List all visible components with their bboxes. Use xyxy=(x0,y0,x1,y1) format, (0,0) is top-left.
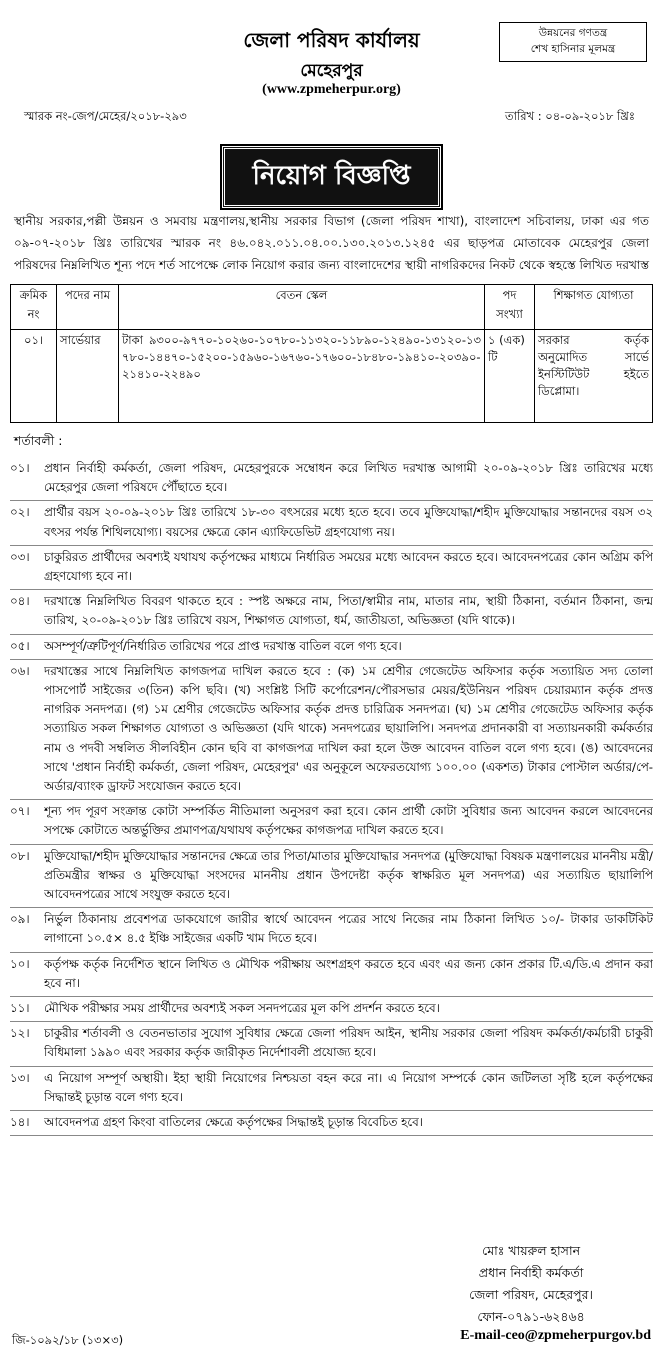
email-address[interactable]: E-mail-ceo@zpmeherpurgov.bd xyxy=(460,1328,651,1343)
item-text: অসম্পূর্ণ/ত্রুটিপূর্ণ/নির্ধারিত তারিখের পরে প্রাপ্ত দরখাস্ত বাতিল বলে গণ্য হবে। xyxy=(44,638,402,653)
item-text: আবেদনপত্র গ্রহণ কিংবা বাতিলের ক্ষেত্রে কর্তৃপক্ষের সিদ্ধান্তই চূড়ান্ত বিবেচিত হবে। xyxy=(44,1115,423,1130)
cell-scale: টাকা ৯৩০০-৯৭৭০-১০২৬০-১০৭৮০-১১৩২০-১১৮৯০-১২৪৯০-১৩১২০-১৩৭৮০-১৪৪৭০-১৫২০০-১৫৯৬০-১৬৭৬০-১৭৬০০-১৮৪৮০-১৯৪১০-২০৩৯০-২১৪১০-২২৪৯০ xyxy=(119,330,485,423)
website-link[interactable]: (www.zpmeherpur.org) xyxy=(262,82,401,97)
list-item xyxy=(10,908,653,952)
list-item xyxy=(10,997,653,1022)
signatory-office: জেলা পরিষদ, মেহেরপুর। xyxy=(469,1287,593,1302)
item-number: ০৫। xyxy=(10,638,30,653)
signatory-name: মোঃ খায়রুল হাসান xyxy=(482,1243,581,1258)
item-number: ০৪। xyxy=(10,594,30,609)
list-item xyxy=(10,1067,653,1111)
item-text: এ নিয়োগ সম্পূর্ণ অস্থায়ী। ইহা স্থায়ী নিয়োগের নিশ্চয়তা বহন করে না। এ নিয়োগ সম্পর্কে কোন জটিলতা সৃষ্টি হলে কর্তৃপক্ষের সিদ্ধান্তই চূড়ান্ত বলে গণ্য হবে। xyxy=(44,1070,653,1104)
item-text: শূন্য পদ পূরণ সংক্রান্ত কোটা সম্পর্কিত নীতিমালা অনুসরণ করা হবে। কোন প্রার্থী কোটা সুবিধার জন্য আবেদন করলে আবেদনের সপক্ষে কোটাতে অন্তর্ভুক্তির প্রমাণপত্র/যথাযথ কর্তৃপক্ষের কাগজপত্র দাখিল করতে হবে। xyxy=(44,804,653,838)
item-text: প্রধান নির্বাহী কর্মকর্তা, জেলা পরিষদ, মেহেরপুরকে সম্বোধন করে লিখিত দরখাস্ত আগামী ২০-০৯-২০১৮ খ্রিঃ তারিখের মধ্যে মেহেরপুর জেলা পরিষদে পৌঁছাতে হবে। xyxy=(44,461,653,495)
memo-date: তারিখ : ০৪-০৯-২০১৮ খ্রিঃ xyxy=(504,109,635,123)
header-qualification: শিক্ষাগত যোগ্যতা xyxy=(535,285,653,330)
item-text: কর্তৃপক্ষ কর্তৃক নির্দেশিত স্থানে লিখিত ও মৌখিক পরীক্ষায় অংশগ্রহণ করতে হবে এবং এর জন্য কোন প্রকার টি.এ/ডি.এ প্রদান করা হবে না। xyxy=(44,956,653,990)
letterhead xyxy=(10,0,653,98)
list-item xyxy=(10,501,653,545)
list-item xyxy=(10,546,653,590)
item-number: ০৭। xyxy=(10,804,30,819)
item-number: ১১। xyxy=(10,1001,30,1016)
vacancy-table xyxy=(10,284,653,423)
item-number: ১৩। xyxy=(10,1070,30,1085)
list-item xyxy=(10,1022,653,1066)
item-number: ০২। xyxy=(10,505,30,520)
item-number: ১৪। xyxy=(10,1115,30,1130)
header-serial: ক্রমিক নং xyxy=(11,285,57,330)
memo-reference: স্মারক নং-জেপ/মেহের/২০১৮-২৯৩ xyxy=(24,109,187,123)
item-text: মৌখিক পরীক্ষার সময় প্রার্থীদের অবশ্যই সকল সনদপত্রের মূল কপি প্রদর্শন করতে হবে। xyxy=(44,1001,440,1016)
conditions-heading: শর্তাবলী : xyxy=(14,433,63,448)
item-text: নির্ভুল ঠিকানায় প্রবেশপত্র ডাকযোগে জারীর স্বার্থে আবেদন পত্রের সাথে নিজের নাম ঠিকানা লিখিত ১০/- টাকার ডাকটিকিট লাগানো ১০.৫× ৪.৫ ইঞ্চি সাইজের একটি খাম দিতে হবে। xyxy=(44,912,653,946)
cell-serial: ০১। xyxy=(11,330,57,423)
item-number: ০৩। xyxy=(10,549,30,564)
item-number: ০৯। xyxy=(10,912,30,927)
cell-qualification: সরকার কর্তৃক অনুমোদিত সার্ভে ইনস্টিটিউট হইতে ডিপ্লোমা। xyxy=(535,330,653,423)
list-item xyxy=(10,635,653,660)
list-item xyxy=(10,660,653,800)
list-item xyxy=(10,953,653,997)
conditions-list xyxy=(10,457,653,1136)
print-code: জি-১০৯২/১৮ (১৩×৩) xyxy=(12,1333,124,1347)
list-item xyxy=(10,845,653,909)
item-text: মুক্তিযোদ্ধা/শহীদ মুক্তিযোদ্ধার সন্তানদের ক্ষেত্রে তার পিতা/মাতার মুক্তিযোদ্ধার সনদপত্র (মুক্তিযোদ্ধা বিষয়ক মন্ত্রণালয়ের মাননীয় মন্ত্রী/প্রতিমন্ত্রীর স্বাক্ষর ও মুক্তিযোদ্ধা সংসদের মাননীয় প্রধান উপদেষ্টা কর্তৃক স্বাক্ষরিত মূল সনদপত্র) এর সত্যায়িত ছায়ালিপি আবেদনপত্রের সাথে সংযুক্ত করতে হবে। xyxy=(44,848,653,902)
cell-post: সার্ভেয়ার xyxy=(57,330,119,423)
item-number: ১০। xyxy=(10,956,30,971)
item-text: দরখাস্তে নিম্নলিখিত বিবরণ থাকতে হবে : স্পষ্ট অক্ষরে নাম, পিতা/স্বামীর নাম, মাতার নাম, স্থায়ী ঠিকানা, বর্তমান ঠিকানা, জন্ম তারিখ, ২০-০৯-২০১৮ খ্রিঃ তারিখে বয়স, শিক্ষাগত যোগ্যতা, ধর্ম, জাতীয়তা, অভিজ্ঞতা (যদি থাকে)। xyxy=(44,594,653,628)
header-scale: বেতন স্কেল xyxy=(119,285,485,330)
slogan-box xyxy=(499,22,647,62)
header-post: পদের নাম xyxy=(57,285,119,330)
intro-paragraph: স্থানীয় সরকার,পল্লী উন্নয়ন ও সমবায় মন্ত্রণালয়,স্থানীয় সরকার বিভাগ (জেলা পরিষদ শাখা), বাংলাদেশ সচিবালয়, ঢাকা এর গত ০৯-০৭-২০১৮ খ্রিঃ তারিখের স্মারক নং ৪৬.০৪২.০১১.০৪.০০.১৩০.২০১৩.১২৪৫ এর ছাড়পত্র মোতাবেক মেহেরপুর জেলা পরিষদের নিম্নলিখিত শূন্য পদে শর্ত সাপেক্ষে লোক নিয়োগ করার জন্য বাংলাদেশের স্থায়ী নাগরিকদের নিকট থেকে স্বহস্তে লিখিত দরখাস্ত xyxy=(14,214,649,272)
district-name: মেহেরপুর xyxy=(300,61,363,81)
item-text: দরখাস্তের সাথে নিম্নলিখিত কাগজপত্র দাখিল করতে হবে : (ক) ১ম শ্রেণীর গেজেটেড অফিসার কর্তৃক সত্যায়িত সদ্য তোলা পাসপোর্ট সাইজের ৩(তিন) কপি ছবি। (খ) সংশ্লিষ্ট সিটি কর্পোরেশন/পৌরসভার মেয়র/ইউনিয়ন পরিষদ চেয়ারম্যান কর্তৃক প্রদত্ত নাগরিক সনদপত্র। (গ) ১ম শ্রেণীর গেজেটেড অফিসার কর্তৃক প্রদত্ত চারিত্রিক সনদপত্র। (ঘ) ১ম শ্রেণীর গেজেটেড অফিসার কর্তৃক সত্যায়িত সকল শিক্ষাগত যোগ্যতা ও অভিজ্ঞতা (যদি থাকে) সনদপত্রের ছায়ালিপি। সনদপত্র প্রদানকারী বা সত্যায়নকারী কর্মকর্তার নাম ও পদবী সম্বলিত সীলবিহীন কোন ছবি বা কাগজপত্র দাখিল করা হলে উক্ত আবেদন বাতিল বলে গণ্য হবে। (ঙ) আবেদনের সাথে 'প্রধান নির্বাহী কর্মকর্তা, জেলা পরিষদ, মেহেরপুর' এর অনুকূলে অফেরতযোগ্য ১০০.০০ (একশত) টাকার পোস্টাল অর্ডার/পে-অর্ডার/ব্যাংক ড্রাফট সংযোজন করতে হবে। xyxy=(44,663,653,794)
header-count: পদ সংখ্যা xyxy=(485,285,535,330)
item-text: প্রার্থীর বয়স ২০-০৯-২০১৮ খ্রিঃ তারিখে ১৮-৩০ বৎসরের মধ্যে হতে হবে। তবে মুক্তিযোদ্ধা/শহীদ মুক্তিযোদ্ধার সন্তানদের বয়স ৩২ বৎসর পর্যন্ত শিথিলযোগ্য। বয়সের ক্ষেত্রে কোন এ্যাফিডেভিট গ্রহণযোগ্য নয়। xyxy=(44,505,653,539)
item-number: ০৮। xyxy=(10,848,30,863)
signatory-phone: ফোন-০৭৯১-৬২৪৬৪ xyxy=(477,1309,585,1324)
title-wrap xyxy=(10,146,653,198)
signatory-designation: প্রধান নির্বাহী কর্মকর্তা xyxy=(478,1265,584,1280)
item-text: চাকুরিরত প্রার্থীদের অবশ্যই যথাযথ কর্তৃপক্ষের মাধ্যমে নির্ধারিত সময়ের মধ্যে আবেদন করতে হবে। আবেদনপত্রের কোন অগ্রিম কপি গ্রহণযোগ্য হবে না। xyxy=(44,549,653,584)
item-text: চাকুরীর শর্তাবলী ও বেতনভাতার সুযোগ সুবিধার ক্ষেত্রে জেলা পরিষদ আইন, স্থানীয় সরকার জেলা পরিষদ কর্মকর্তা/কর্মচারী চাকুরী বিধিমালা ১৯৯০ এবং সরকার কর্তৃক জারীকৃত নির্দেশাবলী প্রযোজ্য হবে। xyxy=(44,1026,653,1060)
cell-count: ১ (এক) টি xyxy=(485,330,535,423)
office-name: জেলা পরিষদ কার্যালয় xyxy=(243,28,420,52)
list-item xyxy=(10,1111,653,1136)
item-number: ০৬। xyxy=(10,663,30,678)
item-number: ০১। xyxy=(10,461,30,475)
table-row xyxy=(11,330,653,423)
memo-line xyxy=(10,108,653,142)
item-number: ১২। xyxy=(10,1026,30,1041)
signature-block xyxy=(469,1240,593,1328)
table-header-row xyxy=(11,285,653,330)
list-item xyxy=(10,457,653,501)
slogan-line-2: শেখ হাসিনার মূলমন্ত্র xyxy=(530,42,616,55)
list-item xyxy=(10,590,653,634)
slogan-line-1: উন্নয়নের গণতন্ত্র xyxy=(538,27,608,39)
list-item xyxy=(10,800,653,844)
notice-title: নিয়োগ বিজ্ঞপ্তি xyxy=(222,146,442,208)
